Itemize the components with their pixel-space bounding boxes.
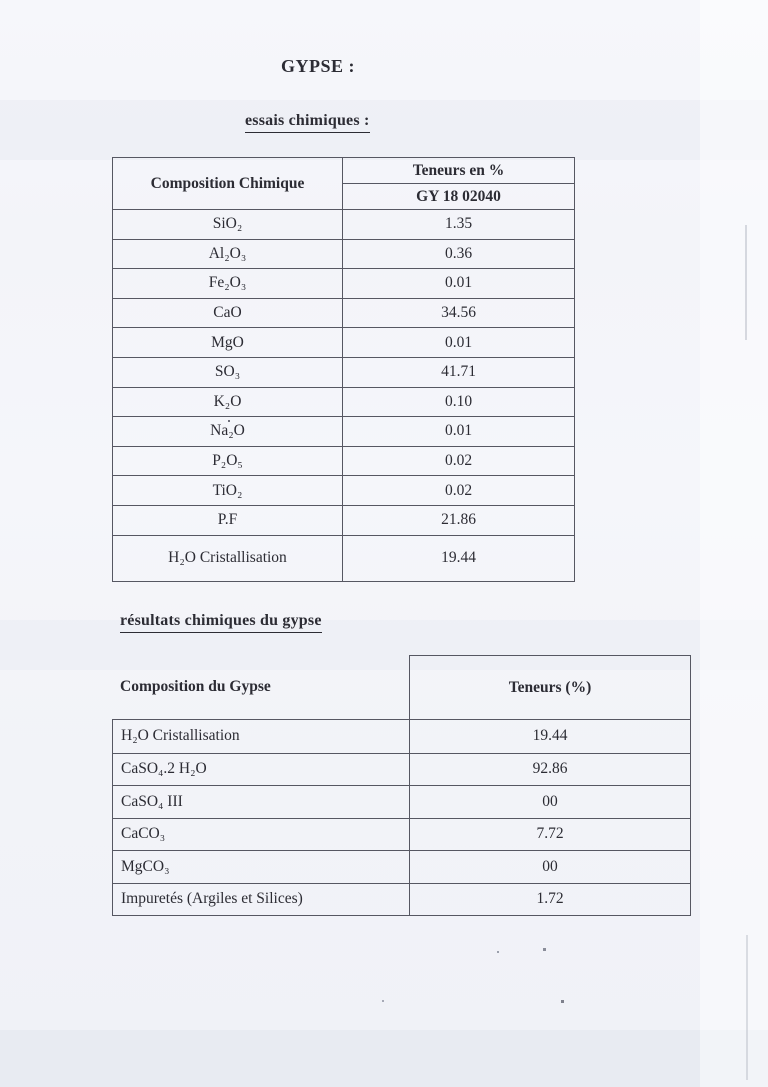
row-label: K₂O [213,392,242,410]
table-row [113,785,690,818]
row-value: 19.44 [409,720,690,753]
table-row [113,416,574,446]
row-value: 41.71 [342,358,574,387]
table-row [113,850,690,883]
scan-light-edge [700,0,768,1087]
row-label: CaSO₄.2 H₂O [121,760,207,778]
row-value: 00 [409,851,690,883]
row-label: CaSO₄ III [121,792,183,810]
row-value: 1.72 [409,884,690,916]
row-label: CaCO₃ [121,825,166,843]
column-header-composition-chimique: Composition Chimique [150,174,305,192]
row-value: 00 [409,786,690,818]
row-value: 0.36 [342,240,574,269]
table-row [113,209,574,239]
row-value: 0.10 [342,388,574,417]
row-label: H₂O Cristallisation [121,727,240,745]
scan-shading-band [0,1030,768,1087]
scan-line-artifact [745,225,747,340]
scan-shading-band [0,100,768,160]
column-header-teneurs-en-pct: Teneurs en % [412,161,505,179]
scan-speck [561,1000,564,1003]
row-value: 0.01 [342,269,574,298]
row-value: 0.02 [342,476,574,505]
scan-speck [497,951,499,953]
column-header-teneurs [342,158,574,209]
table-row [113,720,690,753]
row-label: MgO [211,333,244,351]
row-value: 1.35 [342,210,574,239]
row-value: 0.01 [342,328,574,357]
table-row [113,475,574,505]
row-value: 21.86 [342,506,574,535]
table-header [113,158,574,209]
row-label: P.F [217,511,238,529]
row-label: H₂O Cristallisation [168,549,287,567]
section-heading-resultats-chimiques: résultats chimiques du gypse [120,612,322,633]
section-heading-essais-chimiques: essais chimiques : [245,112,370,133]
row-value: 34.56 [342,299,574,328]
row-value: 19.44 [342,536,574,581]
table-row [113,298,574,328]
table-row [113,387,574,417]
row-label: Na₂O [210,422,245,440]
row-label: MgCO₃ [121,857,170,875]
chemical-analysis-table [112,157,575,582]
row-label: Fe₂O₃ [208,274,247,292]
row-value: 7.72 [409,819,690,851]
row-label: CaO [213,304,242,322]
column-header-teneurs-pct: Teneurs (%) [409,655,691,719]
page-title: GYPSE : [281,56,356,76]
row-label: Impuretés (Argiles et Silices) [121,890,303,908]
row-value: 0.02 [342,447,574,476]
table-row [113,239,574,269]
gypsum-results-table [112,655,691,916]
row-label: SO₃ [214,363,241,381]
row-value: 92.86 [409,754,690,786]
table-row [113,505,574,535]
table-row [113,883,690,916]
scan-line-artifact [746,935,748,1080]
table-row [113,357,574,387]
table-header [112,655,691,719]
column-header-sample-id: GY 18 02040 [343,183,574,209]
table-body [112,719,691,916]
table-row [113,268,574,298]
row-value: 0.01 [342,417,574,446]
row-label: TiO₂ [212,481,243,499]
table-row [113,535,574,581]
table-row [113,818,690,851]
row-label: P₂O₅ [212,452,243,470]
table-row [113,327,574,357]
scan-speck [382,1000,384,1002]
scan-speck [543,948,546,951]
row-label: SiO₂ [212,215,243,233]
row-label: Al₂O₃ [208,244,247,262]
table-row [113,446,574,476]
table-row [113,753,690,786]
column-header-composition-du-gypse: Composition du Gypse [120,678,271,695]
